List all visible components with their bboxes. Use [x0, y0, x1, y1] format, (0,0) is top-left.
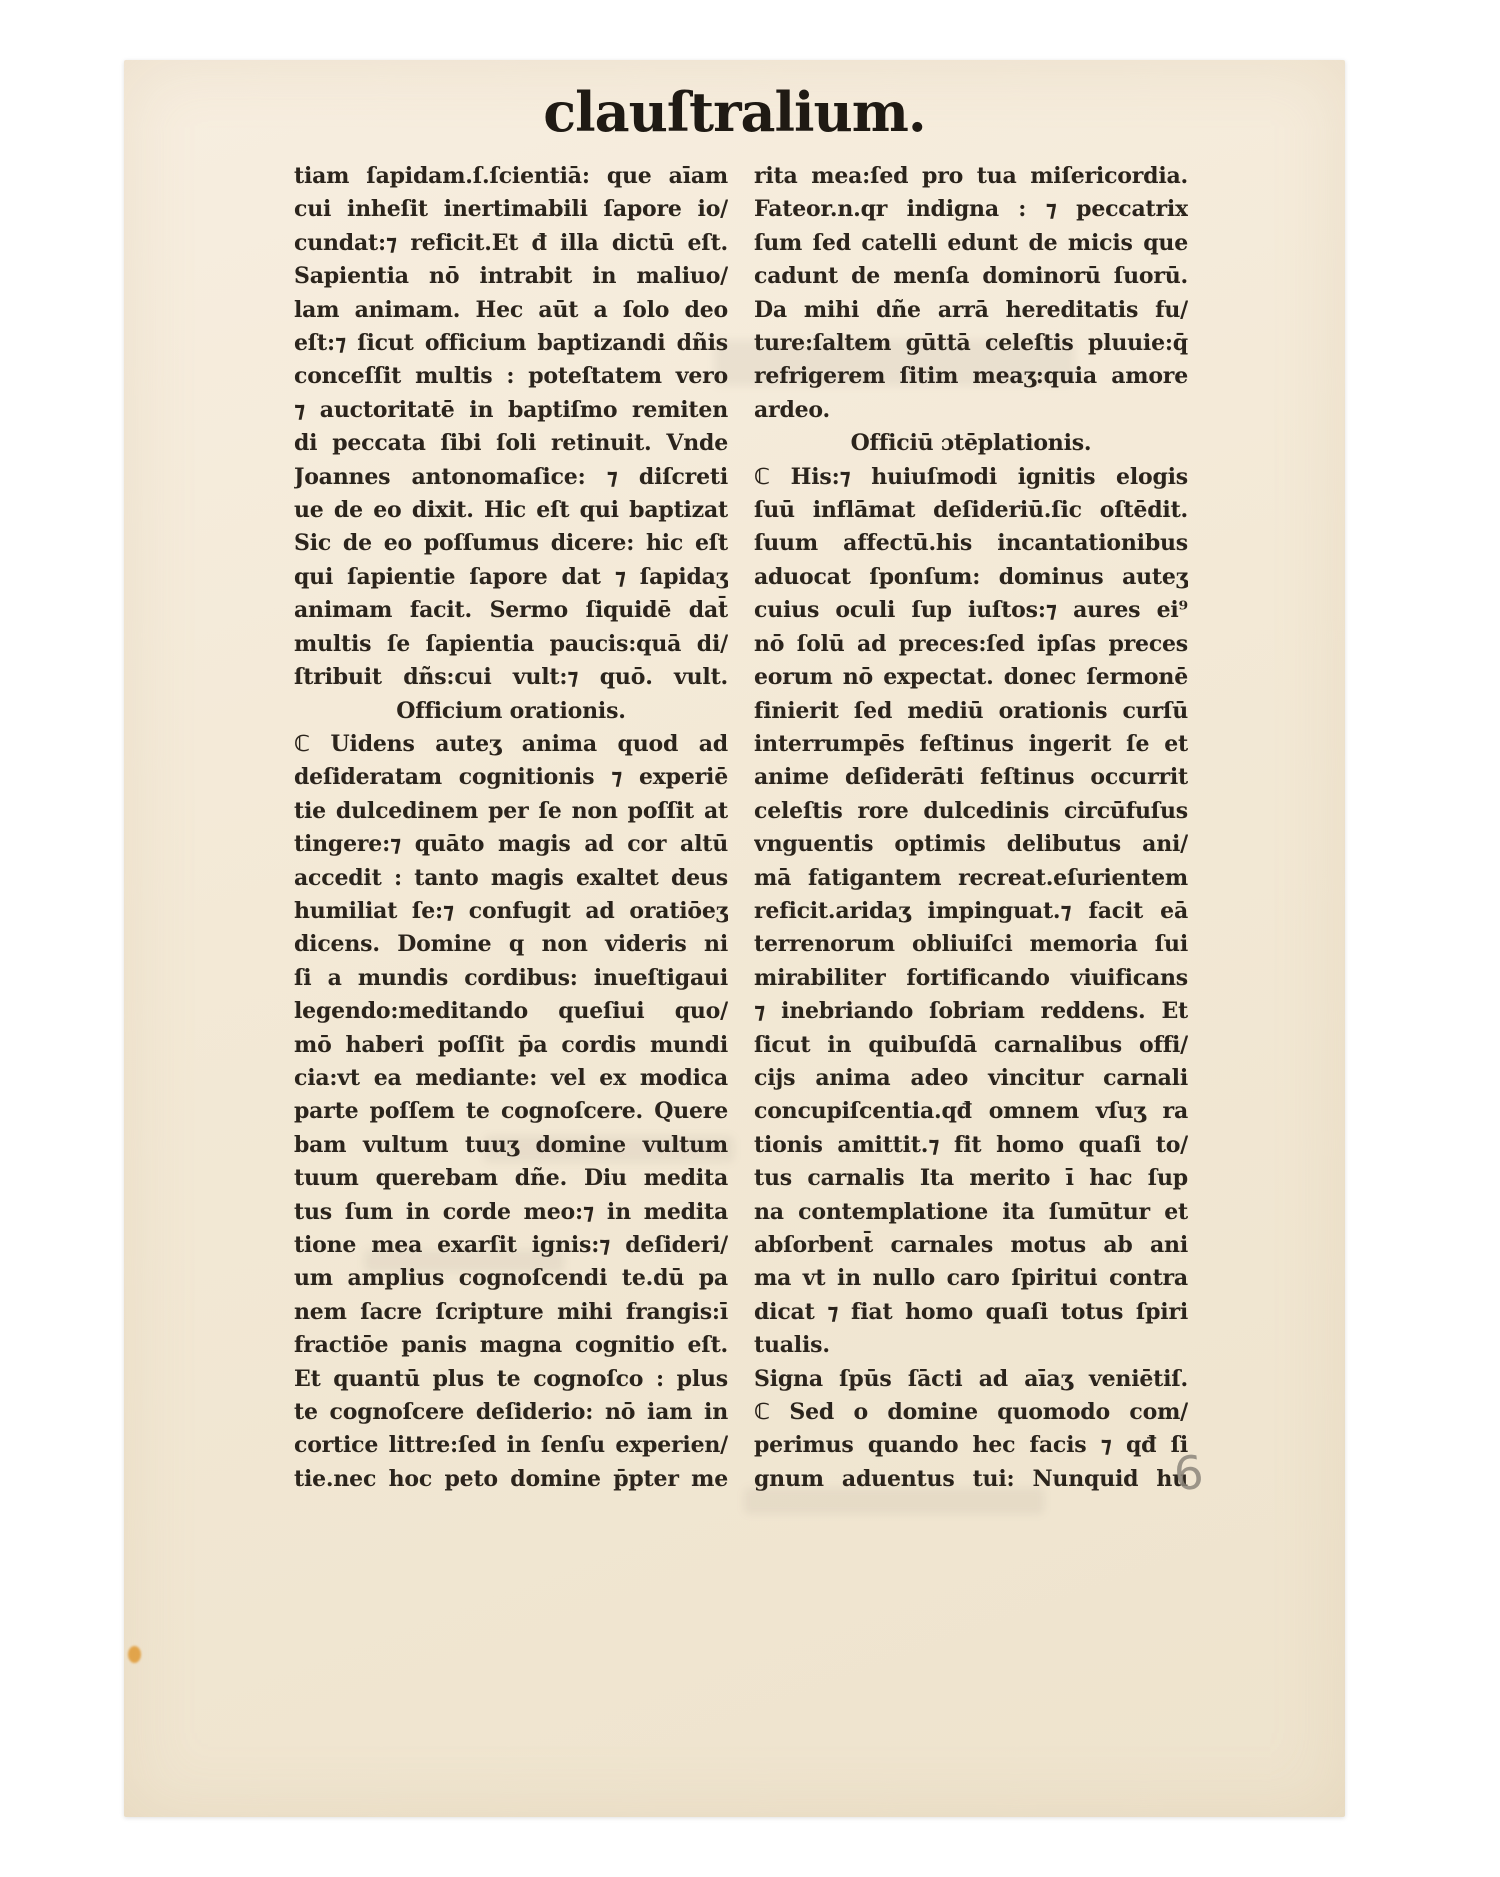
text-line: nō ſolū ad preces:ſed ipſas preces: [754, 630, 1188, 657]
text-line: ſuū inflāmat deſideriū.ſic oſtēdit.: [754, 497, 1188, 524]
text-line: legendo:meditando queſiui quo/: [294, 998, 728, 1025]
paper-sheet: [124, 60, 1345, 1817]
text-line: accedit : tanto magis exaltet deus: [294, 864, 728, 891]
text-line: cundat:⁊ reficit.Et đ illa dictū eſt.: [294, 229, 728, 256]
text-line: cia:vt ea mediante: vel ex modica: [294, 1064, 728, 1091]
text-line: gnum aduentus tui: Nunquid hu: [754, 1465, 1188, 1492]
text-line: Fateor.n.qr indigna : ⁊ peccatrix: [754, 196, 1188, 223]
text-line: eorum nō expectat. donec ſermonē: [754, 664, 1188, 691]
text-line: vnguentis optimis delibutus ani/: [754, 831, 1188, 858]
text-line: ſtribuit dñs:cui vult:⁊ quō. vult.: [294, 664, 728, 691]
text-line: cijs anima adeo vincitur carnali: [754, 1064, 1188, 1091]
text-line: ℂ Sed o domine quomodo com/: [754, 1399, 1188, 1426]
text-line: Sapientia nō intrabit in maliuo/: [294, 263, 728, 290]
text-line: tione mea exarſit ignis:⁊ deſideri/: [294, 1232, 728, 1258]
text-line: celeſtis rore dulcedinis circūfuſus: [754, 797, 1188, 824]
text-line: fractiōe panis magna cognitio eſt.: [294, 1332, 728, 1359]
handwritten-page-number: 6: [1171, 1444, 1207, 1502]
text-line: di peccata ſibi ſoli retinuit. Vnde: [294, 430, 728, 457]
text-line: ture:ſaltem gūttā celeſtis pluuie:q̄: [754, 330, 1188, 357]
text-line: ſi a mundis cordibus: inueſtigaui: [294, 964, 728, 991]
text-line: ⁊ auctoritatē in baptiſmo remiten: [294, 396, 728, 423]
text-line: bam vultum tuuʒ domine vultum: [294, 1131, 728, 1158]
text-line: Da mihi dñe arrā hereditatis fu/: [754, 296, 1188, 323]
text-line: ſicut in quibuſdā carnalibus offi/: [754, 1031, 1188, 1058]
text-line: ⁊ inebriando ſobriam reddens. Et: [754, 998, 1188, 1025]
page-title: clauſtralium.: [543, 80, 926, 144]
text-line: cuius oculi ſup iuſtos:⁊ aures ei⁹: [754, 597, 1188, 624]
text-line: tus ſum in corde meo:⁊ in medita: [294, 1198, 728, 1225]
text-line: terrenorum obliuiſci memoria ſui: [754, 931, 1188, 958]
column-left: [294, 160, 728, 1496]
text-line: Et quantū plus te cognoſco : plus: [294, 1365, 728, 1392]
text-line: interrumpēs feſtinus ingerit ſe et: [754, 730, 1188, 757]
text-line: tie dulcedinem per ſe non poſſit at: [294, 797, 728, 824]
section-heading: Officium orationis.: [396, 697, 626, 724]
text-line: nem ſacre ſcripture mihi frangis:ī: [294, 1298, 728, 1325]
text-line: na contemplatione ita ſumūtur et: [754, 1198, 1188, 1225]
text-line: cadunt de menſa dominorū ſuorū.: [754, 263, 1188, 290]
text-line: tiam ſapidam.ſ.ſcientiā: que aīam: [294, 163, 728, 189]
text-line: tie.nec hoc peto domine p̄pter me: [294, 1465, 728, 1492]
text-line: mirabiliter fortificando viuificans: [754, 964, 1188, 991]
text-line: ℂ His:⁊ huiuſmodi ignitis elogis: [754, 463, 1188, 490]
text-line: cortice littre:ſed in ſenſu experien/: [294, 1432, 728, 1459]
text-line: tus carnalis Ita merito ī hac ſup: [754, 1165, 1188, 1192]
text-line: dicens. Domine q non videris ni: [294, 931, 728, 958]
text-line: aduocat ſponſum: dominus auteʒ: [754, 563, 1188, 590]
text-columns: [294, 160, 1194, 1496]
text-line: ſuum affectū.his incantationibus: [754, 530, 1188, 557]
text-line: eſt:⁊ ſicut officium baptizandi dñis: [294, 330, 728, 357]
text-line: um amplius cognoſcendi te.dū pa: [294, 1265, 728, 1292]
paper-stain: [128, 1646, 141, 1663]
text-line: cui inheſit inertimabili ſapore io/: [294, 196, 728, 223]
text-line: animam facit. Sermo ſiquidē dat̄: [294, 597, 728, 624]
text-line: tualis.: [754, 1332, 830, 1359]
text-line: finierit ſed mediū orationis curſū: [754, 697, 1188, 724]
text-line: Sic de eo poſſumus dicere: hic eſt: [294, 530, 728, 557]
text-line: multis ſe ſapientia paucis:quā di/: [294, 630, 728, 657]
text-line: ℂ Uidens auteʒ anima quod ad: [294, 730, 728, 757]
text-line: lam animam. Hec aūt a ſolo deo: [294, 296, 728, 323]
text-line: ardeo.: [754, 396, 830, 423]
text-line: tingere:⁊ quāto magis ad cor altū: [294, 831, 728, 858]
text-line: concupiſcentia.qđ omnem vſuʒ ra: [754, 1098, 1188, 1125]
text-line: abſorbent̄ carnales motus ab ani: [754, 1232, 1188, 1258]
text-line: ſum ſed catelli edunt de micis que: [754, 229, 1188, 256]
text-line: parte poſſem te cognoſcere. Quere: [294, 1098, 728, 1125]
text-line: deſideratam cognitionis ⁊ experiē: [294, 764, 728, 791]
text-line: ue de eo dixit. Hic eſt qui baptizat: [294, 497, 728, 524]
text-line: tuum querebam dñe. Diu medita: [294, 1165, 728, 1192]
text-line: conceſſit multis : poteſtatem vero: [294, 363, 728, 390]
text-line: perimus quando hec facis ⁊ qđ ſi: [754, 1432, 1188, 1459]
text-line: Joannes antonomaſice: ⁊ diſcreti: [294, 463, 728, 490]
text-line: reficit.aridaʒ impinguat.⁊ facit eā: [754, 897, 1188, 924]
text-line: tionis amittit.⁊ fit homo quaſi to/: [754, 1131, 1188, 1158]
text-line: refrigerem ſitim meaʒ:quia amore: [754, 363, 1188, 390]
text-line: mā fatigantem recreat.eſurientem: [754, 864, 1188, 891]
text-line: dicat ⁊ fiat homo quaſi totus ſpiri: [754, 1298, 1188, 1325]
text-line: Signa ſpūs ſācti ad aīaʒ veniētiſ.: [754, 1365, 1188, 1392]
text-line: humiliat ſe:⁊ confugit ad oratiōeʒ: [294, 897, 728, 924]
text-line: qui ſapientie ſapore dat ⁊ ſapidaʒ: [294, 563, 728, 590]
text-line: rita mea:ſed pro tua miſericordia.: [754, 163, 1188, 189]
text-line: anime deſiderāti feſtinus occurrit: [754, 764, 1188, 791]
column-right: [754, 160, 1188, 1496]
text-line: te cognoſcere deſiderio: nō iam in: [294, 1399, 728, 1426]
section-heading: Officiū ɔtēplationis.: [850, 430, 1092, 457]
text-line: mō haberi poſſit p̄a cordis mundi: [294, 1031, 728, 1058]
text-line: ma vt in nullo caro ſpiritui contra: [754, 1265, 1188, 1292]
